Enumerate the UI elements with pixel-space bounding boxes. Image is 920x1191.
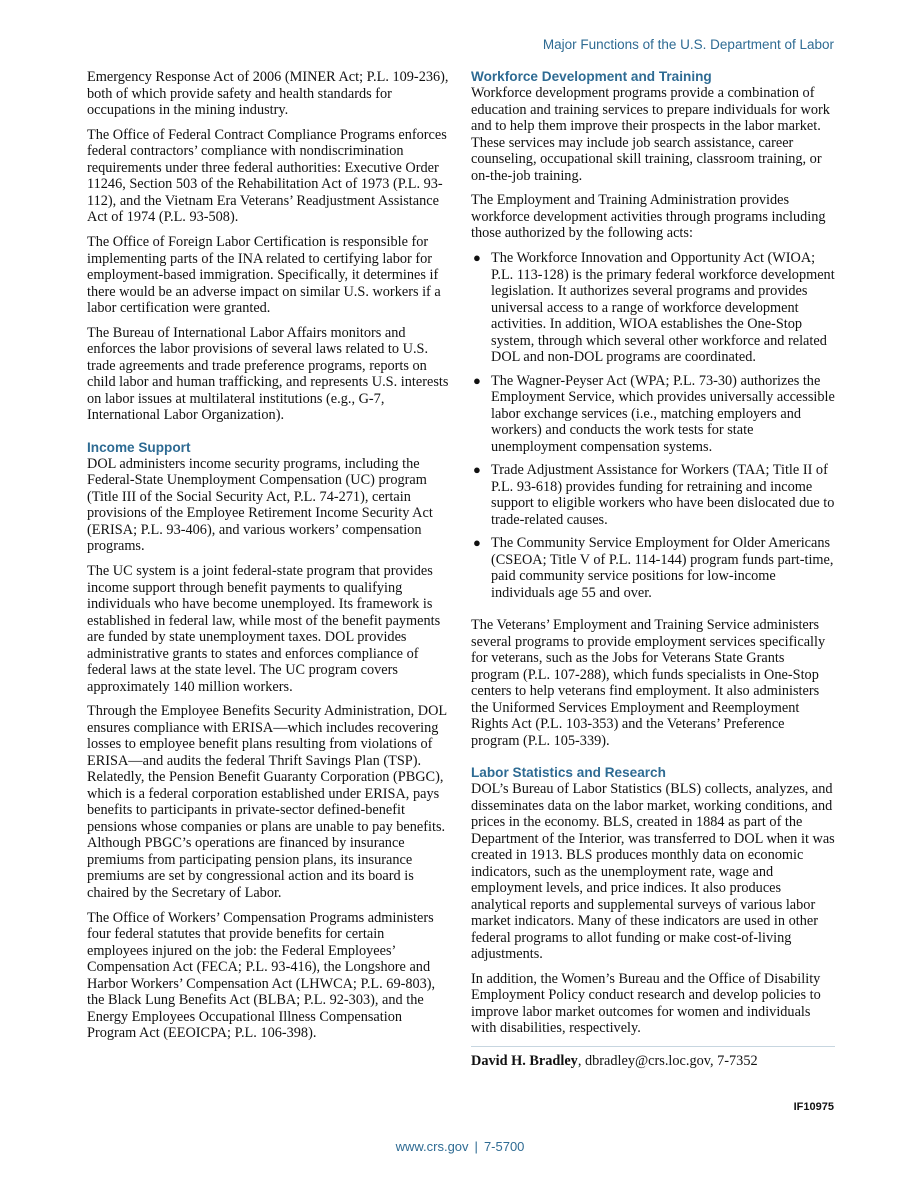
list-item-text: The Community Service Employment for Older Americans (CSEOA; Title V of P.L. 114-144) program funds part-time, paid community service positions for low-income individuals age 55 and over. <box>491 535 834 601</box>
product-code: IF10975 <box>793 1101 834 1113</box>
footer-separator: | <box>474 1139 478 1154</box>
list-item <box>471 462 835 528</box>
paragraph-workforce-programs: Workforce development programs provide a combination of education and training services to prepare individuals for work and to help them improve their prospects in the labor market. These services may include job search assistance, career counseling, occupational skill training, classroom training, or on-the-job training. <box>471 85 830 184</box>
page-footer <box>0 1139 920 1154</box>
paragraph-oflc: The Office of Foreign Labor Certification is responsible for implementing parts of the INA related to certifying labor for employment-based immigration. Specifically, it determines if there would be an adverse impact on similar U.S. workers if a labor certification were granted. <box>87 234 441 317</box>
signature-divider <box>471 1046 835 1047</box>
paragraph-ofccp: The Office of Federal Contract Compliance Programs enforces federal contractors’ compliance with nondiscrimination requirements under three federal authorities: Executive Order 11246, Section 503 of the Rehabilitation Act of 1973 (P.L. 93-112), and the Vietnam Era Veterans’ Readjustment Assistance Act of 1974 (P.L. 93-508). <box>87 126 447 226</box>
paragraph-miner-act: Emergency Response Act of 2006 (MINER Act; P.L. 109-236), both of which provide safety and health standards for occupations in the mining industry. <box>87 69 449 118</box>
footer-site-link[interactable]: www.crs.gov <box>395 1139 469 1154</box>
paragraph-vets: The Veterans’ Employment and Training Service administers several programs to provide employment services specifically for veterans, such as the Jobs for Veterans State Grants program (P.L. 107-288), which funds specialists in One-Stop centers to help veterans find employment. It also administers the Uniformed Services Employment and Reemployment Rights Act (P.L. 103-353) and the Veterans’ Preference program (P.L. 105-339). <box>471 617 826 749</box>
heading-labor-statistics: Labor Statistics and Research <box>471 765 666 781</box>
bullet-icon: ● <box>473 372 481 388</box>
paragraph-uc-system: The UC system is a joint federal-state program that provides income support through benefit payments to qualifying individuals who have become unemployed. Its framework is established in federal law, while most of the benefit payments are funded by state unemployment taxes. DOL provides administrative grants to states and enforces compliance of federal laws at the state level. The UC program covers approximately 140 million workers. <box>87 563 441 695</box>
bullet-icon: ● <box>473 250 481 266</box>
bullet-icon: ● <box>473 535 481 551</box>
paragraph-eta: The Employment and Training Administration provides workforce development activities through programs including those authorized by the following acts: <box>471 192 826 242</box>
bullet-icon: ● <box>473 462 481 478</box>
paragraph-ebsa: Through the Employee Benefits Security Administration, DOL ensures compliance with ERISA—which includes recovering losses to employee benefit plans resulting from violations of ERISA—and audits the federal Thrift Savings Plan (TSP). Relatedly, the Pension Benefit Guaranty Corporation (PBGC), which is a federal corporation established under ERISA, pays benefits to participants in private-sector defined-benefit pensions whose companies or plans are unable to pay benefits. Although PBGC’s operations are financed by insurance premiums from participating pension plans, its insurance premiums are set by congressional action and its board is chaired by the Secretary of Labor. <box>87 703 447 901</box>
left-column <box>87 69 449 1050</box>
paragraph-income-security: DOL administers income security programs, including the Federal-State Unemployment Compensation (UC) program (Title III of the Social Security Act, P.L. 74-271), certain provisions of the Employee Retirement Income Security Act (ERISA; P.L. 93-406), and various workers’ compensation programs. <box>87 455 433 555</box>
paragraph-ilab: The Bureau of International Labor Affairs monitors and enforces the labor provisions of several laws related to U.S. trade agreements and trade preference programs, reports on child labor and human trafficking, and represents U.S. interests on labor issues at multilateral institutions (e.g., G-7, International Labor Organization). <box>87 324 449 424</box>
footer-phone: 7-5700 <box>483 1139 525 1154</box>
running-header-title: Major Functions of the U.S. Department of Labor <box>542 37 834 52</box>
acts-bullet-list <box>471 250 835 601</box>
list-item <box>471 250 835 366</box>
paragraph-owcp: The Office of Workers’ Compensation Programs administers four federal statutes that provide benefits for certain employees injured on the job: the Federal Employees’ Compensation Act (FECA; P.L. 93-416), the Longshore and Harbor Workers’ Compensation Act (LHWCA; P.L. 69-803), the Black Lung Benefits Act (BLBA; P.L. 92-303), and the Energy Employees Occupational Illness Compensation Program Act (EEOICPA; P.L. 106-398). <box>87 909 436 1042</box>
list-item <box>471 535 835 601</box>
paragraph-bls: DOL’s Bureau of Labor Statistics (BLS) collects, analyzes, and disseminates data on the labor market, working conditions, and prices in the economy. BLS, created in 1884 as part of the Department of the Interior, was transferred to DOL when it was created in 1913. BLS produces monthly data on economic indicators, such as the unemployment rate, wage and employment levels, and price indices. It also produces analytical reports and supplemental surveys of various labor market indicators. Many of these indicators are used in other federal programs to allot funding or make cost-of-living adjustments. <box>471 781 835 963</box>
author-signature <box>471 1053 835 1070</box>
heading-workforce-development: Workforce Development and Training <box>471 69 712 84</box>
right-column <box>471 69 835 1078</box>
list-item-text: The Wagner-Peyser Act (WPA; P.L. 73-30) authorizes the Employment Service, which provides universally accessible labor exchange services (i.e., matching employers and workers) and conducts the work tests for state unemployment compensation systems. <box>491 372 835 455</box>
heading-income-support: Income Support <box>87 439 191 455</box>
author-contact: , dbradley@crs.loc.gov, 7-7352 <box>577 1052 758 1069</box>
list-item-text: The Workforce Innovation and Opportunity Act (WIOA; P.L. 113-128) is the primary federal workforce development legislation. It authorizes several programs and provides universal access to a range of workforce development activities. In addition, WIOA establishes the One-Stop system, through which several other workforce and related DOL and non-DOL programs are coordinated. <box>491 250 835 366</box>
list-item <box>471 373 835 456</box>
paragraph-womens-bureau: In addition, the Women’s Bureau and the Office of Disability Employment Policy conduct research and develop policies to improve labor market outcomes for women and individuals with disabilities, respectively. <box>471 970 821 1037</box>
author-name: David H. Bradley <box>471 1052 578 1069</box>
list-item-text: Trade Adjustment Assistance for Workers (TAA; Title II of P.L. 93-618) provides funding for retraining and income support to eligible workers who have been dislocated due to trade-related causes. <box>491 462 835 528</box>
